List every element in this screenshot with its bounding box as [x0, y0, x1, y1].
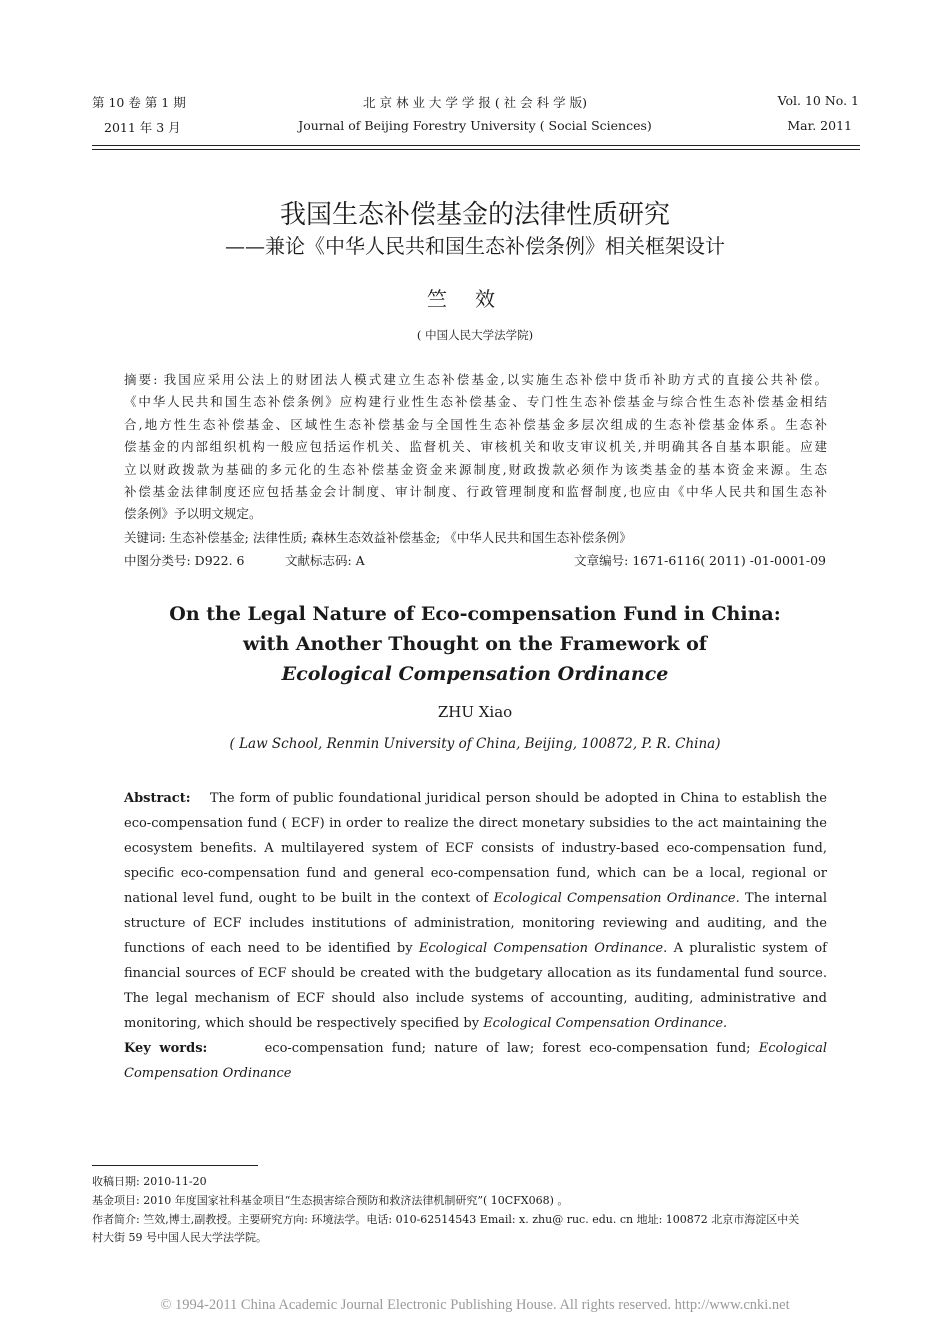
author-en: ZHU Xiao — [437, 703, 513, 721]
abstract-en-italic: Ecological Compensation Ordinance. — [483, 1016, 728, 1031]
abstract-cn-line: 立以财政拨款为基础的多元化的生态补偿基金资金来源制度,财政拨款必须作为该类基金的基本资金来源。生态 — [124, 461, 827, 477]
page-title-en — [0, 599, 950, 689]
abstract-en-label: Abstract: — [124, 791, 191, 806]
abstract-en-italic: Ecological Compensation Ordinance. — [418, 941, 668, 956]
page-subtitle-cn: ——兼论《中华人民共和国生态补偿条例》相关框架设计 — [225, 234, 725, 258]
abstract-cn-line: 合,地方性生态补偿基金、区域性生态补偿基金与全国性生态补偿基金多层次组成的生态补偿基金体系。生态补 — [124, 416, 827, 432]
header-rule-top — [92, 145, 860, 146]
title-en-line2: with Another Thought on the Framework of — [243, 633, 707, 655]
affiliation-en: ( Law School, Renmin University of China, Beijing, 100872, P. R. China) — [229, 736, 721, 752]
abstract-cn-line: 偿条例》予以明文规定。 — [124, 506, 262, 522]
keywords-cn: 关键词: 生态补偿基金; 法律性质; 森林生态效益补偿基金; 《中华人民共和国生态补偿条例》 — [124, 530, 632, 545]
abstract-en-italic: Ecological Compensation Ordinance. — [493, 891, 740, 906]
affiliation-cn: ( 中国人民大学法学院) — [416, 328, 534, 342]
abstract-cn-line: 摘要: 我国应采用公法上的财团法人模式建立生态补偿基金,以实施生态补偿中货币补助方式的直接公共补偿。 — [124, 372, 827, 387]
header-journal-cn: 北 京 林 业 大 学 学 报 ( 社 会 科 学 版) — [363, 95, 587, 110]
footnote-author-info: 作者简介: 竺效,博士,副教授。主要研究方向: 环境法学。电话: 010-62514543 Email: x. zhu@ ruc. edu. cn 地址: 100872 北京市海淀区中关 — [92, 1213, 800, 1226]
header-volume-cn: 第 10 卷 第 1 期 — [92, 95, 186, 110]
footnote-author-info-cont: 村大街 59 号中国人民大学法学院。 — [92, 1231, 267, 1244]
article-number: 文章编号: 1671-6116( 2011) -01-0001-09 — [574, 553, 826, 568]
abstract-cn-line: 《中华人民共和国生态补偿条例》应构建行业性生态补偿基金、专门性生态补偿基金与综合性生态补偿基金相结 — [124, 394, 827, 410]
header-journal-en: Journal of Beijing Forestry University ( Social Sciences) — [298, 118, 652, 133]
abstract-cn-line: 偿基金的内部组织机构一般应包括运作机关、监督机关、审核机关和收支审议机关,并明确其各自基本职能。应建 — [124, 439, 827, 455]
footnote-funding: 基金项目: 2010 年度国家社科基金项目“生态损害综合预防和救济法律机制研究”( 10CFX068) 。 — [92, 1194, 569, 1207]
keywords-en-label: Key words: — [124, 1041, 208, 1056]
title-en-line1: On the Legal Nature of Eco-compensation Fund in China: — [169, 603, 781, 625]
document-code: 文献标志码: A — [285, 553, 365, 568]
page-title-cn: 我国生态补偿基金的法律性质研究 — [279, 200, 670, 230]
header-rule-bottom — [92, 149, 860, 150]
header-date-en: Mar. 2011 — [787, 118, 852, 133]
abstract-en-text: The form of public foundational juridical person should be adopted in China to establish the eco-compensation fund ( ECF) in order to realize the direct monetary subsidies to the act maintaining the ecosystem benefits. A multilayered system of ECF consists of industry-based eco-compensation fund, specific eco-compensation fund and general eco-compensation fund, which can be a local, regional or national level fund, ought to be built in the context of — [124, 791, 828, 906]
copyright-watermark: © 1994-2011 China Academic Journal Electronic Publishing House. All rights reserved. http://www.cnki.net — [160, 1297, 790, 1313]
title-en-line3: Ecological Compensation Ordinance — [281, 663, 669, 685]
keywords-en — [124, 1036, 827, 1086]
footnote-rule — [92, 1165, 258, 1166]
abstract-en-text: The internal structure of ECF includes institutions of administration, monitoring reviewing and auditing, and the functions of each need to be identified by — [124, 891, 827, 956]
author-cn: 竺效 — [427, 287, 523, 311]
footnote-received: 收稿日期: 2010-11-20 — [92, 1175, 207, 1188]
abstract-en-text: A pluralistic system of financial sources of ECF should be created with the budgetary allocation as its fundamental fund source. The legal mechanism of ECF should also include systems of accounting, auditing, administrative and monitoring, which should be respectively specified by — [124, 941, 827, 1031]
clc-number: 中图分类号: D922. 6 — [124, 553, 245, 568]
keywords-en-italic: Ecological Compensation Ordinance — [124, 1041, 827, 1081]
abstract-cn — [124, 369, 827, 526]
header-date-cn: 2011 年 3 月 — [104, 120, 181, 135]
header-volume-en: Vol. 10 No. 1 — [777, 93, 859, 108]
abstract-en — [124, 786, 827, 1036]
keywords-en-text: eco-compensation fund; nature of law; forest eco-compensation fund; — [264, 1041, 759, 1056]
abstract-cn-line: 补偿基金法律制度还应包括基金会计制度、审计制度、行政管理制度和监督制度,也应由《中华人民共和国生态补 — [124, 484, 827, 500]
